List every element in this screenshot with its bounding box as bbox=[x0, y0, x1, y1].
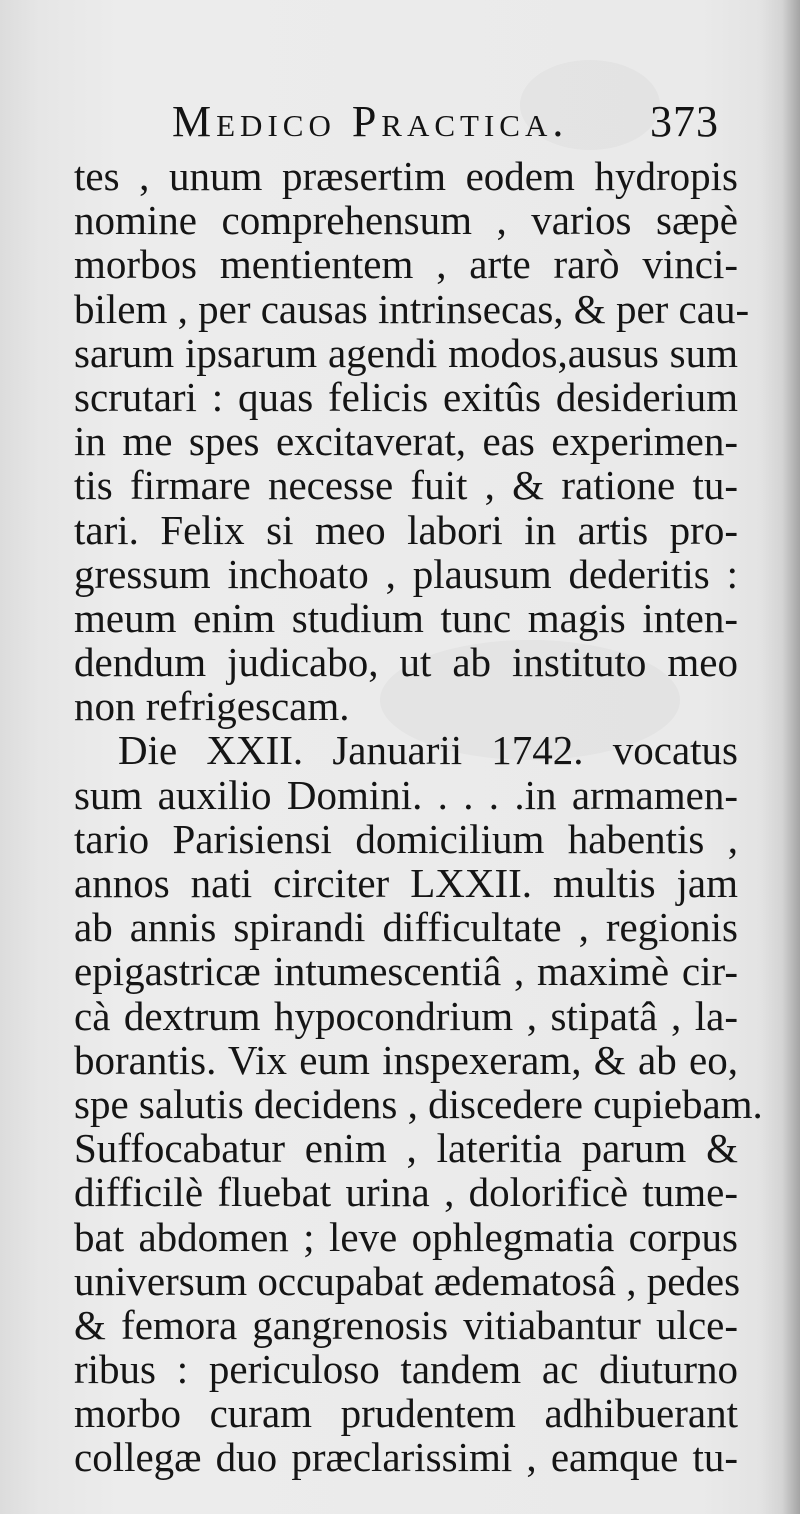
text-line: universum occupabat ædematosâ , pedes bbox=[74, 1257, 741, 1304]
text-line: scrutari : quas felicis exitûs desiderium bbox=[74, 373, 738, 420]
text-line: epigastricæ intumescentiâ , maximè cir- bbox=[74, 948, 738, 995]
text-line: tis firmare necesse fuit , & ratione tu- bbox=[74, 462, 738, 509]
text-line: gressum inchoato , plausum dederitis : bbox=[74, 550, 738, 597]
text-line-paragraph-start: Die XXII. Januarii 1742. vocatus bbox=[118, 727, 738, 774]
body-text bbox=[74, 153, 763, 1481]
text-line: sum auxilio Domini. . . . .in armamen- bbox=[74, 771, 738, 818]
running-head: Medico Practica. bbox=[172, 97, 569, 146]
text-line: bilem , per causas intrinsecas, & per cau- bbox=[74, 285, 750, 332]
text-line: nomine comprehensum , varios sæpè bbox=[74, 197, 738, 244]
page-edge-shadow bbox=[782, 0, 800, 1514]
text-line: annos nati circiter LXXII. multis jam bbox=[74, 860, 738, 906]
text-line: morbo curam prudentem adhibuerant bbox=[74, 1390, 738, 1437]
text-line: collegæ duo præclarissimi , eamque tu- bbox=[74, 1434, 738, 1481]
text-line: tari. Felix si meo labori in artis pro- bbox=[74, 506, 738, 553]
page-number: 373 bbox=[650, 97, 719, 146]
page-header bbox=[0, 92, 800, 152]
text-line: in me spes excitaverat, eas experimen- bbox=[74, 418, 738, 465]
text-line: bat abdomen ; leve ophlegmatia corpus bbox=[74, 1213, 738, 1260]
text-line: morbos mentientem , arte rarò vinci- bbox=[74, 241, 738, 288]
text-line: ab annis spirandi difficultate , regionis bbox=[74, 904, 738, 951]
text-line: spe salutis decidens , discedere cupiebam. bbox=[74, 1080, 763, 1127]
text-line: tes , unum præsertim eodem hydropis bbox=[74, 153, 738, 199]
text-line: dendum judicabo, ut ab instituto meo bbox=[74, 639, 738, 686]
text-line: tario Parisiensi domicilium habentis , bbox=[74, 815, 738, 862]
text-line: & femora gangrenosis vitiabantur ulce- bbox=[74, 1301, 738, 1348]
text-line: cà dextrum hypocondrium , stipatâ , la- bbox=[74, 992, 738, 1039]
text-line: Suffocabatur enim , lateritia parum & bbox=[74, 1125, 738, 1172]
text-line: borantis. Vix eum inspexeram, & ab eo, bbox=[74, 1036, 738, 1083]
text-line: sarum ipsarum agendi modos,ausus sum bbox=[74, 329, 738, 376]
text-line: non refrigescam. bbox=[74, 683, 350, 730]
text-line: difficilè fluebat urina , dolorificè tume- bbox=[74, 1169, 738, 1216]
text-line: meum enim studium tunc magis inten- bbox=[74, 594, 738, 641]
text-line: ribus : periculoso tandem ac diuturno bbox=[74, 1346, 738, 1393]
